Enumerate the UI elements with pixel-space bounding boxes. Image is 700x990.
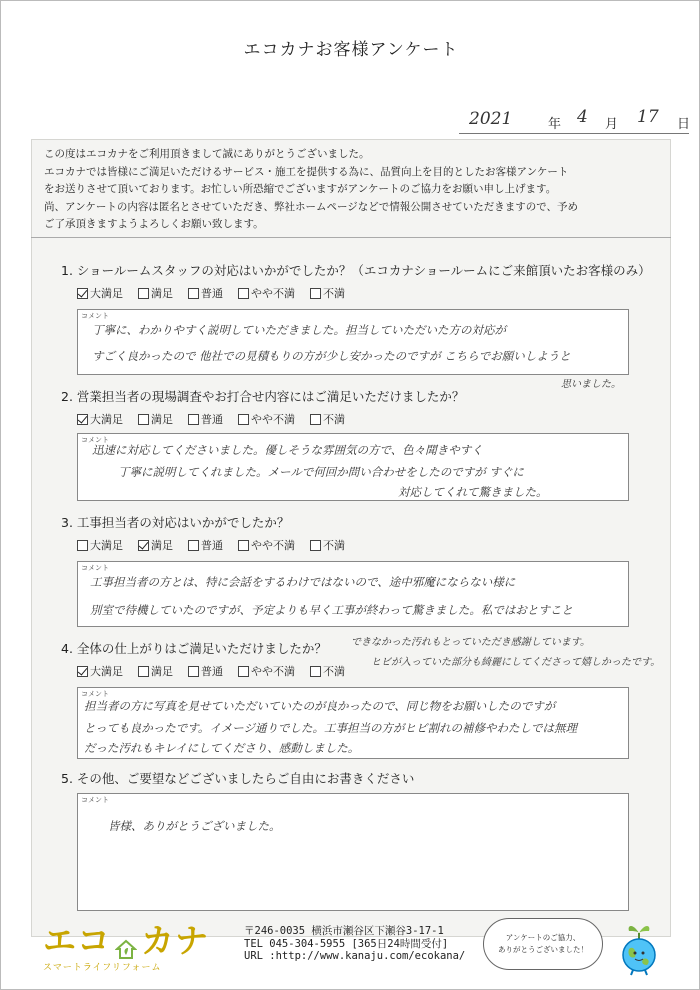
option-label: 満足 [151,539,173,552]
question-2-comment-box[interactable] [77,433,629,501]
option-very-satisfied[interactable] [77,537,123,553]
comment-line: 迅速に対応してくださいました。優しそうな雰囲気の方で、色々聞きやすく [92,443,483,457]
thanks-speech-bubble [483,918,603,970]
date-month: 4 [577,107,588,127]
option-satisfied[interactable] [138,411,173,427]
checkbox[interactable] [310,414,321,425]
comment-overflow: 思いました。 [561,379,621,390]
comment-line: 担当者の方に写真を見せていただいていたのが良かったので、同じ物をお願いしたのですが [84,699,556,713]
comment-extra: ヒビが入っていた部分も綺麗にしてくださって嬉しかったです。 [371,657,661,668]
option-label: 満足 [151,665,173,678]
logo-subtitle: スマートライフリフォーム [43,963,162,973]
comment-line: 丁寧に、わかりやすく説明していただきました。担当していただいた方の対応が [92,323,506,337]
option-label: やや不満 [251,287,295,300]
option-label: 普通 [201,413,223,426]
option-slightly-dissatisfied[interactable] [238,537,295,553]
option-label: 不満 [323,539,345,552]
comment-line: 対応してくれて驚きました。 [398,485,548,499]
option-slightly-dissatisfied[interactable] [238,663,295,679]
comment-line: だった汚れもキレイにしてくださり、感動しました。 [84,741,360,755]
website-url: URL :http://www.kanaju.com/ecokana/ [244,950,466,962]
option-label: 不満 [323,665,345,678]
logo-wordmark [43,915,209,962]
comment-line: 工事担当者の方とは、特に会話をするわけではないので、途中邪魔にならない様に [90,575,516,589]
checkbox-checked[interactable] [77,666,88,677]
option-label: 不満 [323,413,345,426]
checkbox[interactable] [238,540,249,551]
option-label: やや不満 [251,665,295,678]
checkbox[interactable] [310,540,321,551]
intro-text [44,146,674,234]
checkbox[interactable] [238,288,249,299]
option-label: 普通 [201,665,223,678]
intro-line: をお送りさせて頂いております。お忙しい所恐縮でございますがアンケートのご協力をお願い申し上げます。 [44,183,557,195]
checkbox[interactable] [238,666,249,677]
comment-line: すごく良かったので 他社での見積もりの方が少し安かったのですが こちらでお願いしようと [92,349,571,363]
question-3-options [77,537,345,553]
checkbox[interactable] [310,666,321,677]
option-very-satisfied[interactable] [77,663,123,679]
comment-line: とっても良かったです。イメージ通りでした。工事担当の方がヒビ割れの補修やわたしでは無理 [84,721,577,735]
question-4-comment-box[interactable] [77,687,629,759]
option-label: 普通 [201,539,223,552]
comment-label: コメント [81,690,109,698]
option-label: やや不満 [251,539,295,552]
question-4: 4. 全体の仕上がりはご満足いただけましたか？ [61,641,327,656]
comment-line: 別室で待機していたのですが、予定よりも早く工事が終わって驚きました。私ではおとすこと [90,603,573,617]
option-very-satisfied[interactable] [77,411,123,427]
question-1-options [77,285,345,301]
option-satisfied[interactable] [138,663,173,679]
question-5: 5. その他、ご要望などございましたらご自由にお書きください [61,771,415,786]
checkbox[interactable] [188,540,199,551]
option-very-satisfied[interactable] [77,285,123,301]
checkbox[interactable] [138,288,149,299]
question-3: 3. 工事担当者の対応はいかがでしたか？ [61,515,290,530]
contact-info [244,925,465,963]
question-1: 1. ショールームスタッフの対応はいかがでしたか？（エコカナショールームにご来館頂いたお客様のみ） [61,263,651,278]
month-label: 月 [605,117,619,132]
comment-line: 皆様、ありがとうございました。 [108,819,281,833]
option-label: 普通 [201,287,223,300]
option-normal[interactable] [188,285,223,301]
date-day: 17 [637,107,659,127]
comment-line: 丁寧に説明してくれました。メールで何回か問い合わせをしたのですが すぐに [118,465,524,479]
day-label: 日 [677,117,691,132]
option-dissatisfied[interactable] [310,285,345,301]
page-title: エコカナお客様アンケート [243,40,459,60]
option-label: 大満足 [90,287,123,300]
logo-text-right: カナ [141,921,209,960]
checkbox[interactable] [310,288,321,299]
intro-divider [31,237,671,238]
question-4-options [77,663,345,679]
phone: TEL 045-304-5955 [365日24時間受付] [244,937,449,950]
address: 〒246-0035 横浜市瀬谷区下瀬谷3-17-1 [244,925,444,937]
question-3-comment-box[interactable] [77,561,629,627]
comment-label: コメント [81,436,109,444]
year-label: 年 [548,117,562,132]
option-dissatisfied[interactable] [310,537,345,553]
option-normal[interactable] [188,663,223,679]
intro-line: この度はエコカナをご利用頂きまして誠にありがとうございました。 [44,148,370,160]
logo-text-left: エコ [43,921,111,960]
question-2: 2. 営業担当者の現場調査やお打合せ内容にはご満足いただけましたか？ [61,389,465,404]
bubble-line: ありがとうございました！ [498,945,588,954]
comment-label: コメント [81,796,109,804]
option-normal[interactable] [188,411,223,427]
checkbox-checked[interactable] [138,540,149,551]
checkbox-checked[interactable] [77,414,88,425]
comment-label: コメント [81,312,109,320]
checkbox[interactable] [188,666,199,677]
option-satisfied[interactable] [138,537,173,553]
earth-mascot-icon [615,919,663,981]
option-label: 満足 [151,287,173,300]
checkbox[interactable] [188,414,199,425]
option-label: 満足 [151,413,173,426]
question-5-comment-box[interactable] [77,793,629,911]
date-year: 2021 [469,109,513,129]
option-label: 不満 [323,287,345,300]
question-1-comment-box[interactable] [77,309,629,375]
checkbox[interactable] [138,414,149,425]
question-2-options [77,411,345,427]
option-label: 大満足 [90,413,123,426]
option-dissatisfied[interactable] [310,411,345,427]
option-slightly-dissatisfied[interactable] [238,285,295,301]
date-field [459,109,689,133]
checkbox[interactable] [238,414,249,425]
checkbox[interactable] [188,288,199,299]
comment-overflow: できなかった汚れもとっていただき感謝しています。 [351,637,590,648]
checkbox[interactable] [138,666,149,677]
intro-line: 尚、アンケートの内容は匿名とさせていただき、弊社ホームページなどで情報公開させていただきますので、予め [44,200,579,213]
intro-line: ご了承頂きますようよろしくお願い致します。 [44,218,264,230]
option-label: 大満足 [90,665,123,678]
comment-label: コメント [81,564,109,572]
date-underline [459,133,689,134]
option-satisfied[interactable] [138,285,173,301]
option-normal[interactable] [188,537,223,553]
option-label: やや不満 [251,413,295,426]
ecokana-logo [43,915,209,973]
option-slightly-dissatisfied[interactable] [238,411,295,427]
option-dissatisfied[interactable] [310,663,345,679]
bubble-line: アンケートのご協力、 [505,933,581,942]
intro-line: エコカナでは皆様にご満足いただけるサービス・施工を提供する為に、品質向上を目的としたお客様アンケート [44,165,569,178]
house-icon [115,929,137,949]
checkbox[interactable] [77,540,88,551]
option-label: 大満足 [90,539,123,552]
checkbox-checked[interactable] [77,288,88,299]
